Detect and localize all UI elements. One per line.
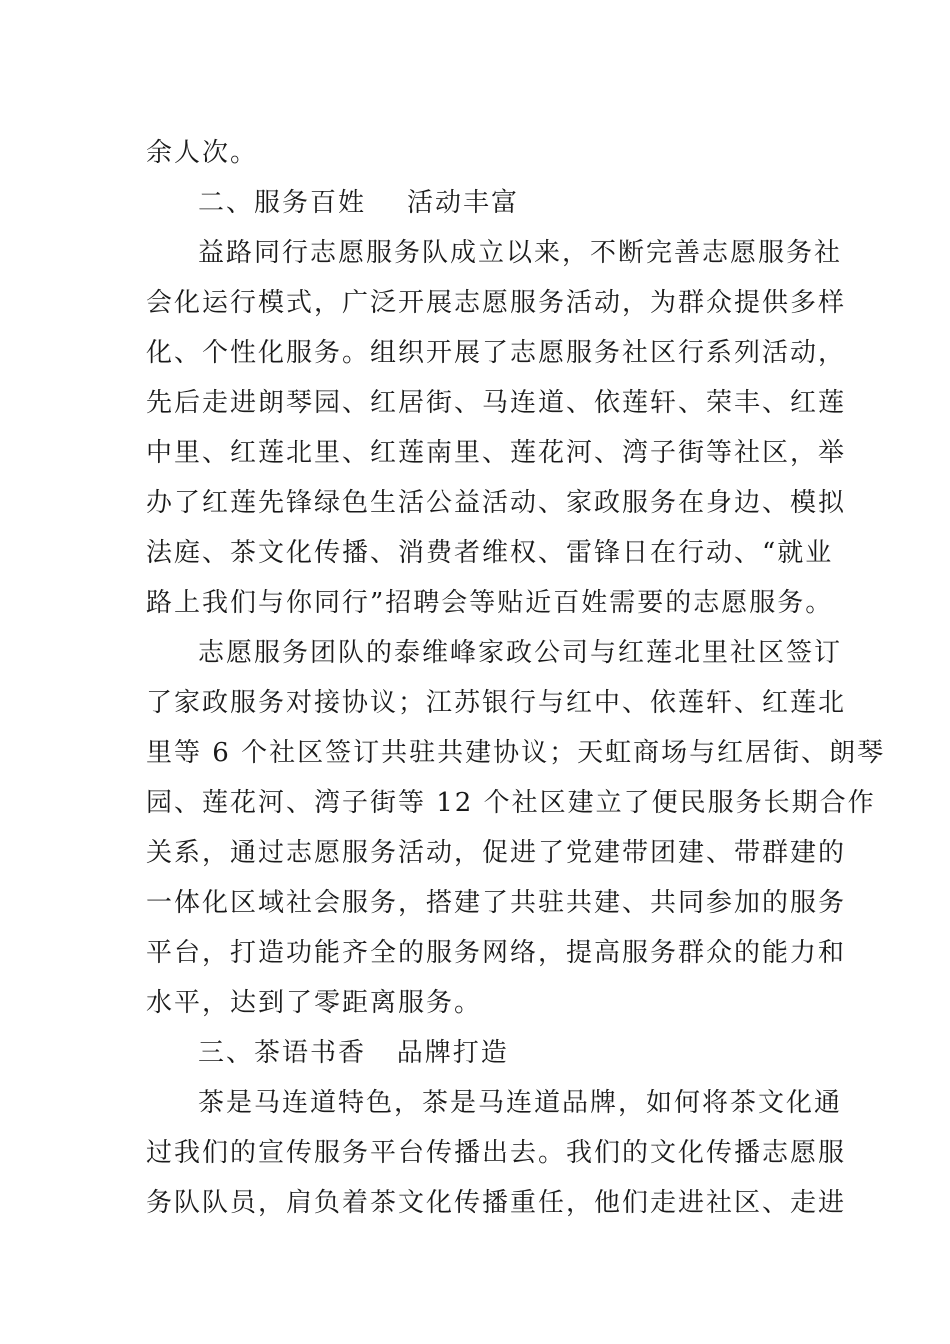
section-heading-3: 三、茶语书香 品牌打造 bbox=[198, 1038, 509, 1068]
paragraph-line: 了家政服务对接协议；江苏银行与红中、依莲轩、红莲北 bbox=[146, 688, 847, 718]
paragraph-line: 过我们的宣传服务平台传播出去。我们的文化传播志愿服 bbox=[146, 1138, 847, 1168]
paragraph-line: 茶是马连道特色，茶是马连道品牌，如何将茶文化通 bbox=[198, 1088, 843, 1118]
paragraph-line: 志愿服务团队的泰维峰家政公司与红莲北里社区签订 bbox=[198, 638, 843, 668]
paragraph-line: 办了红莲先锋绿色生活公益活动、家政服务在身边、模拟 bbox=[146, 488, 847, 518]
paragraph-line: 路上我们与你同行”招聘会等贴近百姓需要的志愿服务。 bbox=[146, 588, 834, 618]
paragraph-line: 关系，通过志愿服务活动，促进了党建带团建、带群建的 bbox=[146, 838, 847, 868]
paragraph-line: 园、莲花河、湾子街等 12 个社区建立了便民服务长期合作 bbox=[146, 788, 876, 818]
paragraph-line: 会化运行模式，广泛开展志愿服务活动，为群众提供多样 bbox=[146, 288, 847, 318]
paragraph-line: 先后走进朗琴园、红居街、马连道、依莲轩、荣丰、红莲 bbox=[146, 388, 847, 418]
paragraph-line: 中里、红莲北里、红莲南里、莲花河、湾子街等社区，举 bbox=[146, 438, 847, 468]
document-body bbox=[146, 128, 886, 1228]
paragraph-line: 法庭、茶文化传播、消费者维权、雷锋日在行动、“就业 bbox=[146, 538, 834, 568]
paragraph-line: 水平，达到了零距离服务。 bbox=[146, 988, 483, 1018]
paragraph-line: 化、个性化服务。组织开展了志愿服务社区行系列活动， bbox=[146, 338, 847, 368]
paragraph-line: 里等 6 个社区签订共驻共建协议；天虹商场与红居街、朗琴 bbox=[146, 738, 886, 768]
paragraph-line: 平台，打造功能齐全的服务网络，提高服务群众的能力和 bbox=[146, 938, 847, 968]
paragraph-line: 一体化区域社会服务，搭建了共驻共建、共同参加的服务 bbox=[146, 888, 847, 918]
paragraph-line: 余人次。 bbox=[146, 138, 259, 168]
paragraph-line: 务队队员，肩负着茶文化传播重任，他们走进社区、走进 bbox=[146, 1188, 847, 1218]
section-heading-2: 二、服务百姓 活动丰富 bbox=[198, 188, 520, 218]
paragraph-line: 益路同行志愿服务队成立以来，不断完善志愿服务社 bbox=[198, 238, 843, 268]
